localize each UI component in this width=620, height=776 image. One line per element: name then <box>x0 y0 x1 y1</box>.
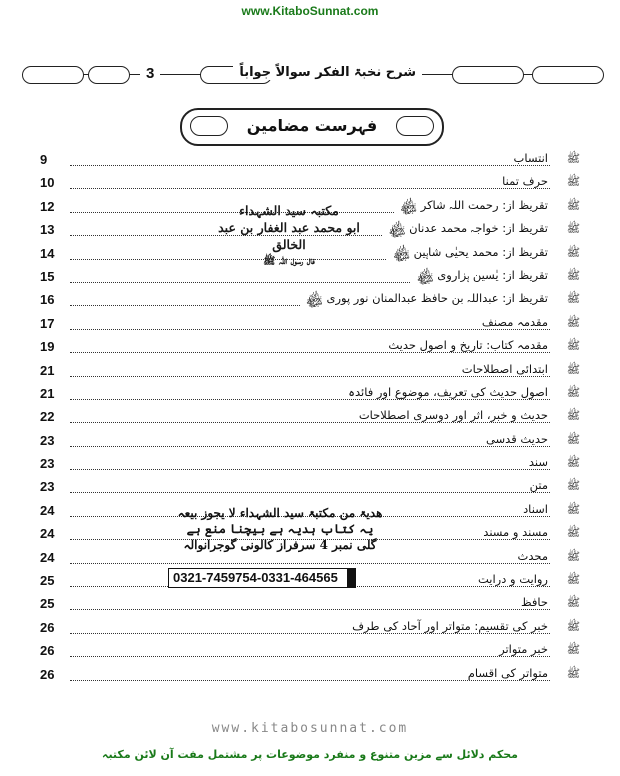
toc-entry-label: حافظ <box>515 595 550 609</box>
book-title: شرح نخبۃ الفکر سوالاً جواباً <box>233 65 422 80</box>
toc-entry-label: تقریظ از: محمد یحیٰی شاہین ﷾ <box>387 245 550 264</box>
ornament-icon <box>22 66 84 84</box>
toc-entry-label: اصول حدیث کی تعریف، موضوع اور فائدہ <box>342 385 550 399</box>
bullet-icon: ﷺ <box>566 175 580 189</box>
toc-row <box>40 337 580 360</box>
bullet-icon: ﷺ <box>566 268 580 282</box>
toc-entry-label: مقدمہ کتاب: تاریخ و اصول حدیث <box>382 338 550 352</box>
notice-line: گلی نمبر 4 سرفراز کالونی گوجرانوالہ <box>183 538 377 552</box>
leader-dots <box>70 609 550 610</box>
leader-dots <box>70 329 550 330</box>
toc-page-number: 21 <box>40 362 55 378</box>
bullet-icon: ﷺ <box>566 479 580 493</box>
notice-line: یہ کتاب ہدیہ ہے بیچنا منع ہے <box>186 522 374 536</box>
toc-page-number: 24 <box>40 549 55 565</box>
toc-row <box>40 173 580 196</box>
site-url[interactable]: www.KitaboSunnat.com <box>241 4 379 18</box>
bullet-icon: ﷺ <box>566 619 580 633</box>
toc-page-number: 13 <box>40 222 55 238</box>
toc-entry-label: حدیث و خبر، اثر اور دوسری اصطلاحات <box>353 408 550 422</box>
footer-url[interactable]: www.kitabosunnat.com <box>211 721 409 736</box>
gift-notice <box>160 505 400 553</box>
toc-page-number: 26 <box>40 666 55 682</box>
toc-row <box>40 407 580 430</box>
toc-entry-label: مسند و مسند <box>477 525 550 539</box>
ornament-icon <box>88 66 130 84</box>
toc-entry-label: اسناد <box>517 502 550 516</box>
toc-row <box>40 477 580 500</box>
toc-entry-label: ابتدائی اصطلاحات <box>456 362 550 376</box>
stamp-line: قال رسول اللہ ﷺ <box>263 256 315 267</box>
toc-row <box>40 641 580 664</box>
leader-dots <box>70 188 550 189</box>
bullet-icon: ﷺ <box>566 549 580 563</box>
toc-page-number: 23 <box>40 432 55 448</box>
toc-row <box>40 594 580 617</box>
toc-page-number: 16 <box>40 292 55 308</box>
library-stamp <box>214 202 364 270</box>
toc-row <box>40 267 580 290</box>
toc-entry-label: حدیث قدسی <box>480 432 550 446</box>
bullet-icon: ﷺ <box>566 409 580 423</box>
toc-page-number: 21 <box>40 385 55 401</box>
toc-page-number: 25 <box>40 596 55 612</box>
toc-row <box>40 290 580 313</box>
bullet-icon: ﷺ <box>566 339 580 353</box>
toc-page-number: 10 <box>40 175 55 191</box>
toc-entry-label: خبر متواتر <box>493 642 550 656</box>
toc-row <box>40 361 580 384</box>
toc-page-number: 25 <box>40 573 55 589</box>
toc-entry-label: انتساب <box>508 151 550 165</box>
toc-row <box>40 454 580 477</box>
toc-page-number: 23 <box>40 456 55 472</box>
toc-page-number: 24 <box>40 526 55 542</box>
phone-numbers: 0321-7459754-0331-464565 <box>168 568 356 588</box>
toc-page-number: 19 <box>40 339 55 355</box>
bullet-icon: ﷺ <box>566 526 580 540</box>
ornament-icon <box>452 66 524 84</box>
leader-dots <box>70 492 550 493</box>
toc-page-number: 12 <box>40 198 55 214</box>
toc-page-number: 9 <box>40 152 48 167</box>
bullet-icon: ﷺ <box>566 222 580 236</box>
toc-page-number: 14 <box>40 245 55 261</box>
ornament-icon <box>532 66 604 84</box>
toc-entry-label: تقریظ از: خواجہ محمد عدنان ﷾ <box>383 221 550 240</box>
toc-title: فہرست مضامین <box>246 116 378 135</box>
leader-dots <box>70 352 550 353</box>
bullet-icon: ﷺ <box>566 502 580 516</box>
bullet-icon: ﷺ <box>566 315 580 329</box>
leader-dots <box>70 563 550 564</box>
leader-dots <box>70 165 550 166</box>
toc-row <box>40 384 580 407</box>
stamp-line: ابو محمد عبد الغفار بن عبد الخالق <box>218 220 360 252</box>
toc-page-number: 24 <box>40 502 55 518</box>
bullet-icon: ﷺ <box>566 643 580 657</box>
toc-row <box>40 431 580 454</box>
footer-tagline: محکم دلائل سے مزین متنوع و منفرد موضوعات پر مشتمل مفت آن لائن مکتبہ <box>102 748 518 761</box>
notice-line: ھدیۃ من مکتبۃ سید الشہداء لا یجوز بیعہ <box>177 506 383 520</box>
toc-page-number: 26 <box>40 619 55 635</box>
toc-page-number: 22 <box>40 409 55 425</box>
toc-row <box>40 150 580 173</box>
bullet-icon: ﷺ <box>566 245 580 259</box>
toc-title-frame <box>180 108 444 146</box>
toc-page-number: 15 <box>40 268 55 284</box>
bullet-icon: ﷺ <box>566 385 580 399</box>
toc-row <box>40 665 580 688</box>
toc-entry-label: تقریظ از: رحمت اللہ شاکر ﷾ <box>394 198 550 217</box>
bullet-icon: ﷺ <box>566 292 580 306</box>
bullet-icon: ﷺ <box>566 362 580 376</box>
bullet-icon: ﷺ <box>566 573 580 587</box>
toc-entry-label: تقریظ از: عبداللہ بن حافظ عبدالمنان نور پوری ﷾ <box>300 291 550 310</box>
toc-entry-label: خبر کی تقسیم: متواتر اور آحاد کی طرف <box>346 619 550 633</box>
toc-entry-label: حرف تمنا <box>496 174 550 188</box>
toc-entry-label: متن <box>524 478 550 492</box>
toc-page-number: 26 <box>40 643 55 659</box>
toc-row <box>40 618 580 641</box>
toc-entry-label: متواتر کی اقسام <box>462 666 550 680</box>
toc-page-number: 17 <box>40 315 55 331</box>
leader-dots <box>70 422 550 423</box>
bullet-icon: ﷺ <box>566 432 580 446</box>
bullet-icon: ﷺ <box>566 666 580 680</box>
toc-page-number: 23 <box>40 479 55 495</box>
leader-dots <box>70 656 550 657</box>
toc-entry-label: مقدمہ مصنف <box>476 315 550 329</box>
leader-dots <box>70 446 550 447</box>
toc-entry-label: تقریظ از: یٰسین ہزاروی ﷾ <box>411 268 550 287</box>
stamp-line: مکتبہ سید الشہداء <box>239 203 339 218</box>
leader-dots <box>70 399 550 400</box>
toc-entry-label: روایت و درایت <box>472 572 550 586</box>
running-header <box>22 62 602 88</box>
bullet-icon: ﷺ <box>566 198 580 212</box>
page-number: 3 <box>140 65 160 82</box>
toc-row <box>40 314 580 337</box>
toc-entry-label: سند <box>523 455 550 469</box>
leader-dots <box>70 376 550 377</box>
toc-entry-label: محدث <box>512 549 550 563</box>
bullet-icon: ﷺ <box>566 152 580 165</box>
bullet-icon: ﷺ <box>566 456 580 470</box>
bullet-icon: ﷺ <box>566 596 580 610</box>
leader-dots <box>70 469 550 470</box>
